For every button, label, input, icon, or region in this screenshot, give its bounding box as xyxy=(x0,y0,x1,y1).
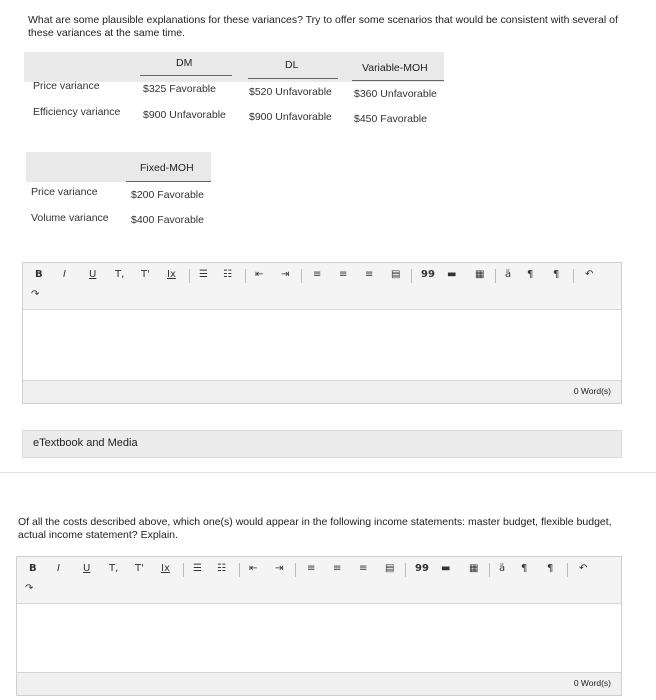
table1-row2-dl: $900 Unfavorable xyxy=(249,111,332,123)
toolbar-separator xyxy=(567,563,568,577)
section-divider xyxy=(0,472,656,473)
undo-button[interactable]: ↶ xyxy=(579,563,588,574)
table2-header-fixed-moh: Fixed-MOH xyxy=(140,162,194,174)
toolbar-separator xyxy=(245,269,246,283)
editor1-footer xyxy=(23,380,621,403)
align-left-icon[interactable]: ≡ xyxy=(313,269,322,280)
superscript-button[interactable]: T' xyxy=(135,563,144,574)
indent-icon[interactable]: ⇥ xyxy=(281,269,290,280)
bulleted-list-icon[interactable]: ☰ xyxy=(193,563,202,574)
blockquote-button[interactable]: 99 xyxy=(415,563,429,574)
toolbar-separator xyxy=(183,563,184,577)
table2-underline xyxy=(126,181,211,182)
toolbar-separator xyxy=(301,269,302,283)
table-icon[interactable]: ▦ xyxy=(475,269,485,280)
clear-format-button[interactable]: Ix xyxy=(167,269,176,280)
table1-row1-vmoh: $360 Unfavorable xyxy=(354,88,437,100)
answer-editor-2 xyxy=(16,556,622,696)
align-right-icon[interactable]: ≡ xyxy=(359,563,368,574)
answer-textarea-1[interactable] xyxy=(23,310,621,379)
align-center-icon[interactable]: ≡ xyxy=(339,269,348,280)
special-char-icon[interactable]: ä xyxy=(505,269,512,280)
question-2-text: Of all the costs described above, which one(s) would appear in the following income statements: master budget, flexible budget, actual income statement? Explain. xyxy=(18,516,612,541)
blockquote-button[interactable]: 99 xyxy=(421,269,435,280)
numbered-list-icon[interactable]: ☷ xyxy=(223,269,232,280)
italic-button[interactable]: I xyxy=(57,563,60,574)
table1-underline-dm xyxy=(140,75,232,76)
underline-button[interactable]: U xyxy=(89,269,97,280)
numbered-list-icon[interactable]: ☷ xyxy=(217,563,226,574)
table1-header-dl: DL xyxy=(285,59,299,71)
ltr-paragraph-button[interactable]: ¶ xyxy=(527,269,534,280)
align-center-icon[interactable]: ≡ xyxy=(333,563,342,574)
indent-icon[interactable]: ⇥ xyxy=(275,563,284,574)
underline-button[interactable]: U xyxy=(83,563,91,574)
toolbar-separator xyxy=(573,269,574,283)
editor2-footer xyxy=(17,672,621,695)
rtl-paragraph-button[interactable]: ¶ xyxy=(553,269,560,280)
italic-button[interactable]: I xyxy=(63,269,66,280)
ltr-paragraph-button[interactable]: ¶ xyxy=(521,563,528,574)
redo-button[interactable]: ↷ xyxy=(25,583,34,594)
table2-row2-value: $400 Favorable xyxy=(131,214,204,226)
table1-row2-label: Efficiency variance xyxy=(33,106,121,118)
bulleted-list-icon[interactable]: ☰ xyxy=(199,269,208,280)
table1-row2-dm: $900 Unfavorable xyxy=(143,109,226,121)
table1-header-dm: DM xyxy=(176,57,193,69)
clear-format-button[interactable]: Ix xyxy=(161,563,170,574)
toolbar-separator xyxy=(411,269,412,283)
outdent-icon[interactable]: ⇤ xyxy=(255,269,264,280)
align-left-icon[interactable]: ≡ xyxy=(307,563,316,574)
table1-row1-label: Price variance xyxy=(33,80,100,92)
table2-row2-label: Volume variance xyxy=(31,212,109,224)
rtl-paragraph-button[interactable]: ¶ xyxy=(547,563,554,574)
toolbar-separator xyxy=(495,269,496,283)
table1-row2-vmoh: $450 Favorable xyxy=(354,113,427,125)
horizontal-rule-icon[interactable]: ▬ xyxy=(441,563,451,574)
subscript-button[interactable]: T, xyxy=(115,269,125,280)
subscript-button[interactable]: T, xyxy=(109,563,119,574)
table1-underline-dl xyxy=(248,78,338,79)
table1-row1-dm: $325 Favorable xyxy=(143,83,216,95)
answer-editor-1 xyxy=(22,262,622,404)
editor2-toolbar xyxy=(17,557,621,604)
bold-button[interactable]: B xyxy=(29,563,37,574)
answer-textarea-2[interactable] xyxy=(17,604,621,671)
etextbook-label: eTextbook and Media xyxy=(33,437,138,449)
table2-row1-label: Price variance xyxy=(31,186,98,198)
question-1-text: What are some plausible explanations for these variances? Try to offer some scenarios that would be consistent with several of these variances at the same time. xyxy=(28,14,618,39)
outdent-icon[interactable]: ⇤ xyxy=(249,563,258,574)
etextbook-media-bar[interactable] xyxy=(22,430,622,458)
align-justify-icon[interactable]: ▤ xyxy=(391,269,401,280)
table2-row1-value: $200 Favorable xyxy=(131,189,204,201)
superscript-button[interactable]: T' xyxy=(141,269,150,280)
toolbar-separator xyxy=(489,563,490,577)
special-char-icon[interactable]: ä xyxy=(499,563,506,574)
horizontal-rule-icon[interactable]: ▬ xyxy=(447,269,457,280)
toolbar-separator xyxy=(295,563,296,577)
bold-button[interactable]: B xyxy=(35,269,43,280)
align-right-icon[interactable]: ≡ xyxy=(365,269,374,280)
word-count-2: 0 Word(s) xyxy=(573,678,611,688)
undo-button[interactable]: ↶ xyxy=(585,269,594,280)
editor1-toolbar xyxy=(23,263,621,310)
table-icon[interactable]: ▦ xyxy=(469,563,479,574)
align-justify-icon[interactable]: ▤ xyxy=(385,563,395,574)
table1-row1-dl: $520 Unfavorable xyxy=(249,86,332,98)
word-count-1: 0 Word(s) xyxy=(573,386,611,396)
toolbar-separator xyxy=(405,563,406,577)
toolbar-separator xyxy=(239,563,240,577)
redo-button[interactable]: ↷ xyxy=(31,289,40,300)
toolbar-separator xyxy=(189,269,190,283)
table1-header-vmoh: Variable-MOH xyxy=(362,62,428,74)
table1-underline-vmoh xyxy=(352,80,444,81)
